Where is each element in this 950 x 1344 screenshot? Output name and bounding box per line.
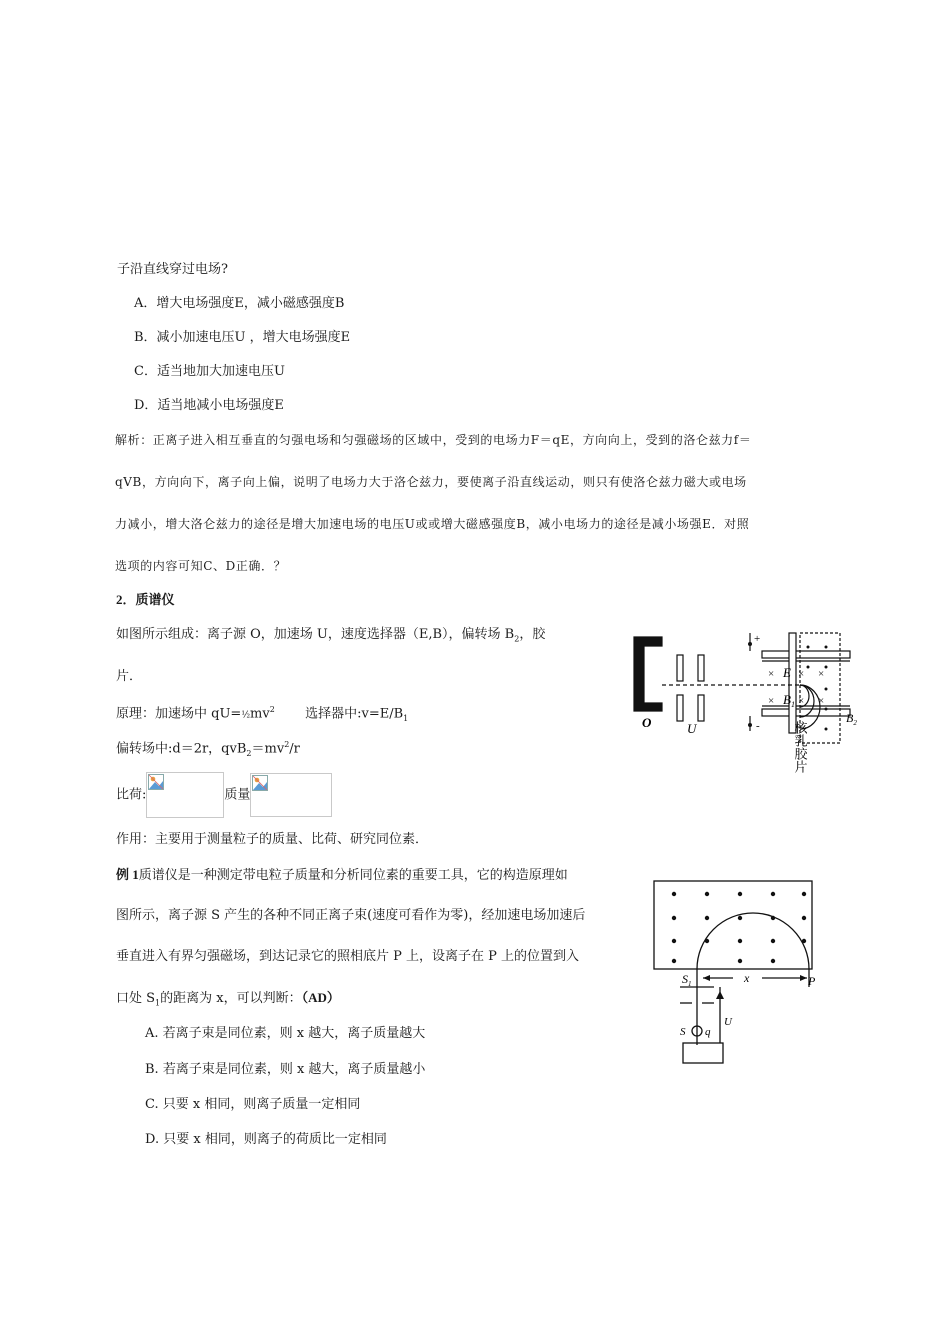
mass-spectrometer-figure bbox=[620, 625, 900, 775]
minus-terminal bbox=[748, 723, 752, 727]
charge-ratio-label: 比荷: bbox=[116, 787, 147, 803]
e-label: E bbox=[783, 665, 791, 680]
accel-plate-top-2 bbox=[698, 655, 704, 681]
intro-end: ，胶 bbox=[519, 627, 546, 642]
deflect-sub: 2 bbox=[246, 748, 252, 758]
principle-label: 原理：加速场中 qU= bbox=[116, 706, 242, 722]
principle-line bbox=[116, 701, 408, 728]
x-arrowhead-left bbox=[703, 975, 710, 981]
question-stem-end: 子沿直线穿过电场? bbox=[117, 262, 228, 277]
svg-text:×: × bbox=[798, 695, 805, 707]
selector-plate-top bbox=[762, 651, 850, 658]
x-label: x bbox=[744, 971, 750, 985]
deflect-end: ＝mv bbox=[251, 741, 285, 757]
q-label: q bbox=[705, 1026, 711, 1038]
usage-line: 作用：主要用于测量粒子的质量、比荷、研究同位素． bbox=[116, 832, 429, 847]
option-c: C．适当地加大加速电压U bbox=[134, 364, 285, 379]
example-line-4 bbox=[116, 989, 340, 1013]
s1-label: $S_1$ bbox=[682, 972, 692, 988]
principle-fraction: ½ bbox=[241, 710, 251, 721]
mass-formula-image bbox=[250, 773, 332, 817]
intro-text: 如图所示组成：离子源 O，加速场 U，速度选择器（E,B），偏转场 B bbox=[116, 627, 515, 642]
example-text-4a: 口处 S bbox=[116, 991, 156, 1006]
intro-line bbox=[116, 626, 545, 649]
svg-text:×: × bbox=[818, 695, 825, 707]
example-text-1: 质谱仪是一种测定带电粒子质量和分析同位素的重要工具，它的构造原理如 bbox=[138, 868, 568, 883]
svg-text:×: × bbox=[818, 668, 825, 680]
option-a: A．增大电场强度E，减小磁感强度B bbox=[134, 296, 345, 311]
broken-image-icon bbox=[148, 774, 165, 791]
minus-label: - bbox=[756, 720, 760, 732]
example-answer: （AD） bbox=[301, 990, 340, 1005]
ion-source-shape bbox=[634, 637, 662, 711]
deflect-formula: 偏转场中:d＝2r，qvB bbox=[116, 741, 247, 757]
option-d: D．适当地减小电场强度E bbox=[134, 398, 284, 413]
intro-sub: 2 bbox=[514, 634, 520, 644]
film-label: 核乳胶片 bbox=[792, 721, 808, 773]
example-line-3: 垂直进入有界匀强磁场，到达记录它的照相底片 P 上，设离子在 P 上的位置到入 bbox=[116, 949, 580, 964]
analysis-line-4: 选项的内容可知C、D正确．？ bbox=[115, 559, 287, 573]
source-box bbox=[683, 1043, 723, 1063]
svg-text:×: × bbox=[768, 695, 775, 707]
principle-sup: 2 bbox=[269, 705, 275, 714]
section-heading: 2．质谱仪 bbox=[116, 592, 175, 607]
deflect-tail: /r bbox=[289, 741, 300, 757]
option-b: B．减小加速电压U ，增大电场强度E bbox=[134, 330, 351, 345]
example-line-2: 图所示，离子源 S 产生的各种不同正离子束(速度可看作为零)，经加速电场加速后 bbox=[116, 908, 586, 923]
u-label: U bbox=[724, 1016, 732, 1028]
example-label: 例 1 bbox=[116, 867, 139, 882]
accel-plate-bottom-2 bbox=[698, 695, 704, 721]
o-label: O bbox=[642, 715, 652, 730]
u-arrow-up bbox=[716, 991, 724, 999]
example-line-1 bbox=[116, 866, 568, 885]
accel-plate-top bbox=[677, 655, 683, 681]
analysis-line-1: 解析：正离子进入相互垂直的匀强电场和匀强磁场的区域中，受到的电场力F＝qE，方向向上，受到的洛仑兹力f＝ bbox=[115, 433, 752, 447]
svg-text:×: × bbox=[798, 668, 805, 680]
example-text-4b: 的距离为 x，可以判断： bbox=[160, 991, 302, 1006]
broken-image-icon bbox=[252, 775, 269, 792]
intro-line-2: 片． bbox=[116, 669, 143, 684]
analysis-line-3: 力减小，增大洛仑兹力的途径是增大加速电场的电压U或或增大磁感强度B，减小电场力的途径是减小场强E．对照 bbox=[115, 517, 750, 531]
example-option-b: B. 若离子束是同位素，则 x 越大，离子质量越小 bbox=[145, 1062, 426, 1077]
example-option-a: A. 若离子束是同位素，则 x 越大，离子质量越大 bbox=[145, 1026, 426, 1041]
accel-plate-bottom bbox=[677, 695, 683, 721]
example-option-c: C. 只要 x 相同，则离子质量一定相同 bbox=[145, 1097, 361, 1112]
svg-text:×: × bbox=[768, 668, 775, 680]
plus-terminal bbox=[748, 642, 752, 646]
plus-label: + bbox=[754, 633, 761, 645]
principle-mv: mv bbox=[250, 706, 270, 722]
magnetic-field-figure bbox=[640, 875, 840, 1075]
example-option-d: D. 只要 x 相同，则离子的荷质比一定相同 bbox=[145, 1132, 387, 1147]
example-sub: 1 bbox=[155, 998, 161, 1008]
deflect-sup: 2 bbox=[284, 740, 290, 749]
analysis-line-2: qVB，方向向下，离子向上偏，说明了电场力大于洛仑兹力，要使离子沿直线运动，则只有使洛仑兹力磁大或电场 bbox=[115, 475, 747, 489]
film-plate bbox=[789, 633, 796, 733]
ratio-line bbox=[116, 772, 332, 818]
s-label: S bbox=[680, 1026, 686, 1038]
charge-ratio-formula-image bbox=[146, 772, 224, 818]
deflect-line bbox=[116, 736, 300, 763]
selector-sub: 1 bbox=[403, 713, 409, 723]
mass-label: 质量 bbox=[224, 787, 251, 803]
b2-label: $B_2$ bbox=[846, 711, 857, 727]
p-label: P bbox=[808, 974, 816, 988]
selector-formula: 选择器中:v=E/B bbox=[305, 706, 404, 722]
x-arrowhead-right bbox=[800, 975, 807, 981]
ion-arc bbox=[697, 913, 809, 969]
field-dots bbox=[672, 892, 806, 963]
u-label: U bbox=[687, 721, 697, 736]
b1-label: $B_1$ bbox=[783, 692, 795, 709]
